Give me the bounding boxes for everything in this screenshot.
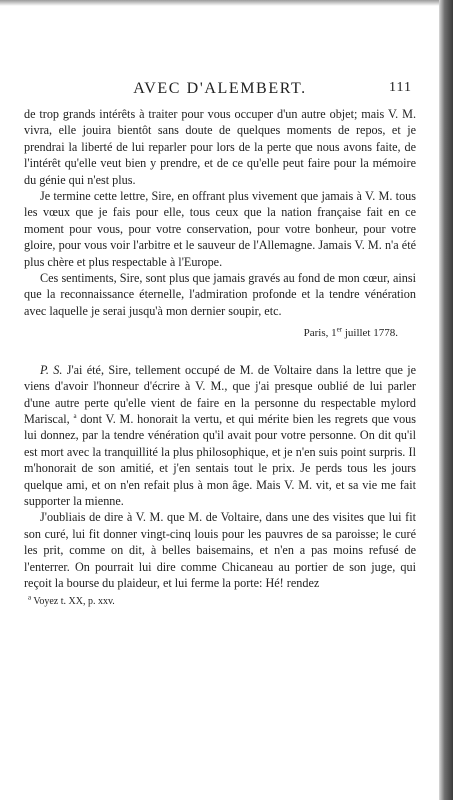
running-title: AVEC D'ALEMBERT. [133,80,307,97]
footnote [24,595,416,609]
dateline [24,325,416,341]
postscript-text-2: dont V. M. honorait la vertu, et qui mérite bien les regrets que vous lui donnez, par la tendre vénération qu'il avait pour votre personne. On dit qu'il est mort avec la tranquillité la plus philosophique, et je n'en suis point surpris. Il m'honorait de son amitié, et j'en sentais tout le prix. Je perds tous les jours quelque ami, et on n'en refait plus à mon âge. Mais V. M. vit, et sa vie me fait supporter la mienne. [24,411,417,508]
footnote-mark: a [28,594,32,603]
dateline-date: juillet 1778. [342,327,398,340]
postscript-text-1: J'ai été, Sire, tellement occupé de M. de Voltaire dans la lettre que je viens d'avoir l'honneur d'écrire à V. M., que j'ai presque oublié de lui parler d'une autre perte qu'elle vient de faire en la personne du respectable mylord Mariscal, [24,362,416,426]
dateline-superscript: er [336,325,343,334]
paragraph-closing: Je termine cette lettre, Sire, en offrant plus vivement que jamais à V. M. tous les vœux que je fais pour elle, tous ceux que la nation française fait en ce moment pour vous, pour votre conservation, pour votre bonheur, pour votre gloire, pour vous voir l'arbitre et le sauveur de l'Allemagne. Jamais V. M. n'a été plus chère et plus respectable à l'Europe. [24,189,416,269]
paragraph-sentiments: Ces sentiments, Sire, sont plus que jamais gravés au fond de mon cœur, ainsi que la reconnaissance éternelle, l'admiration profonde et la tendre vénération avec laquelle je serai jusqu'à mon dernier soupir, etc. [24,271,416,318]
book-spine-shadow [439,0,453,800]
paragraph-continued: de trop grands intérêts à traiter pour vous occuper d'un autre objet; mais V. M. vivra, elle jouira bientôt sans doute de quelques moments de repos, et je prendrai la liberté de lui reparler pour lors de la perte que nous avons faite, de l'intérêt qu'elle veut bien y prendre, et de ce qu'elle peut faire pour la mémoire du génie qui n'est plus. [24,107,416,187]
footnote-text: Voyez t. XX, p. xxv. [31,596,115,608]
postscript-label: P. S. [40,362,63,377]
body-text [24,106,416,609]
dateline-place: Paris, 1 [303,327,337,340]
running-head [24,80,416,100]
postscript-paragraph [24,362,416,510]
page-number: 111 [389,80,412,95]
scan-top-edge [0,0,453,6]
paragraph-cure: J'oubliais de dire à V. M. que M. de Voltaire, dans une des visites que lui fit son curé, lui fit donner vingt-cinq louis pour les pauvres de sa paroisse; le curé les prit, comme on dit, à belles baisemains, et n'en a pas moins refusé de l'enterrer. On pourrait lui dire comme Chicaneau au portier de son juge, qui reçoit la bourse du plaideur, et lui ferme la porte: Hé! rendez [24,510,416,590]
footnote-reference: a [73,411,77,420]
